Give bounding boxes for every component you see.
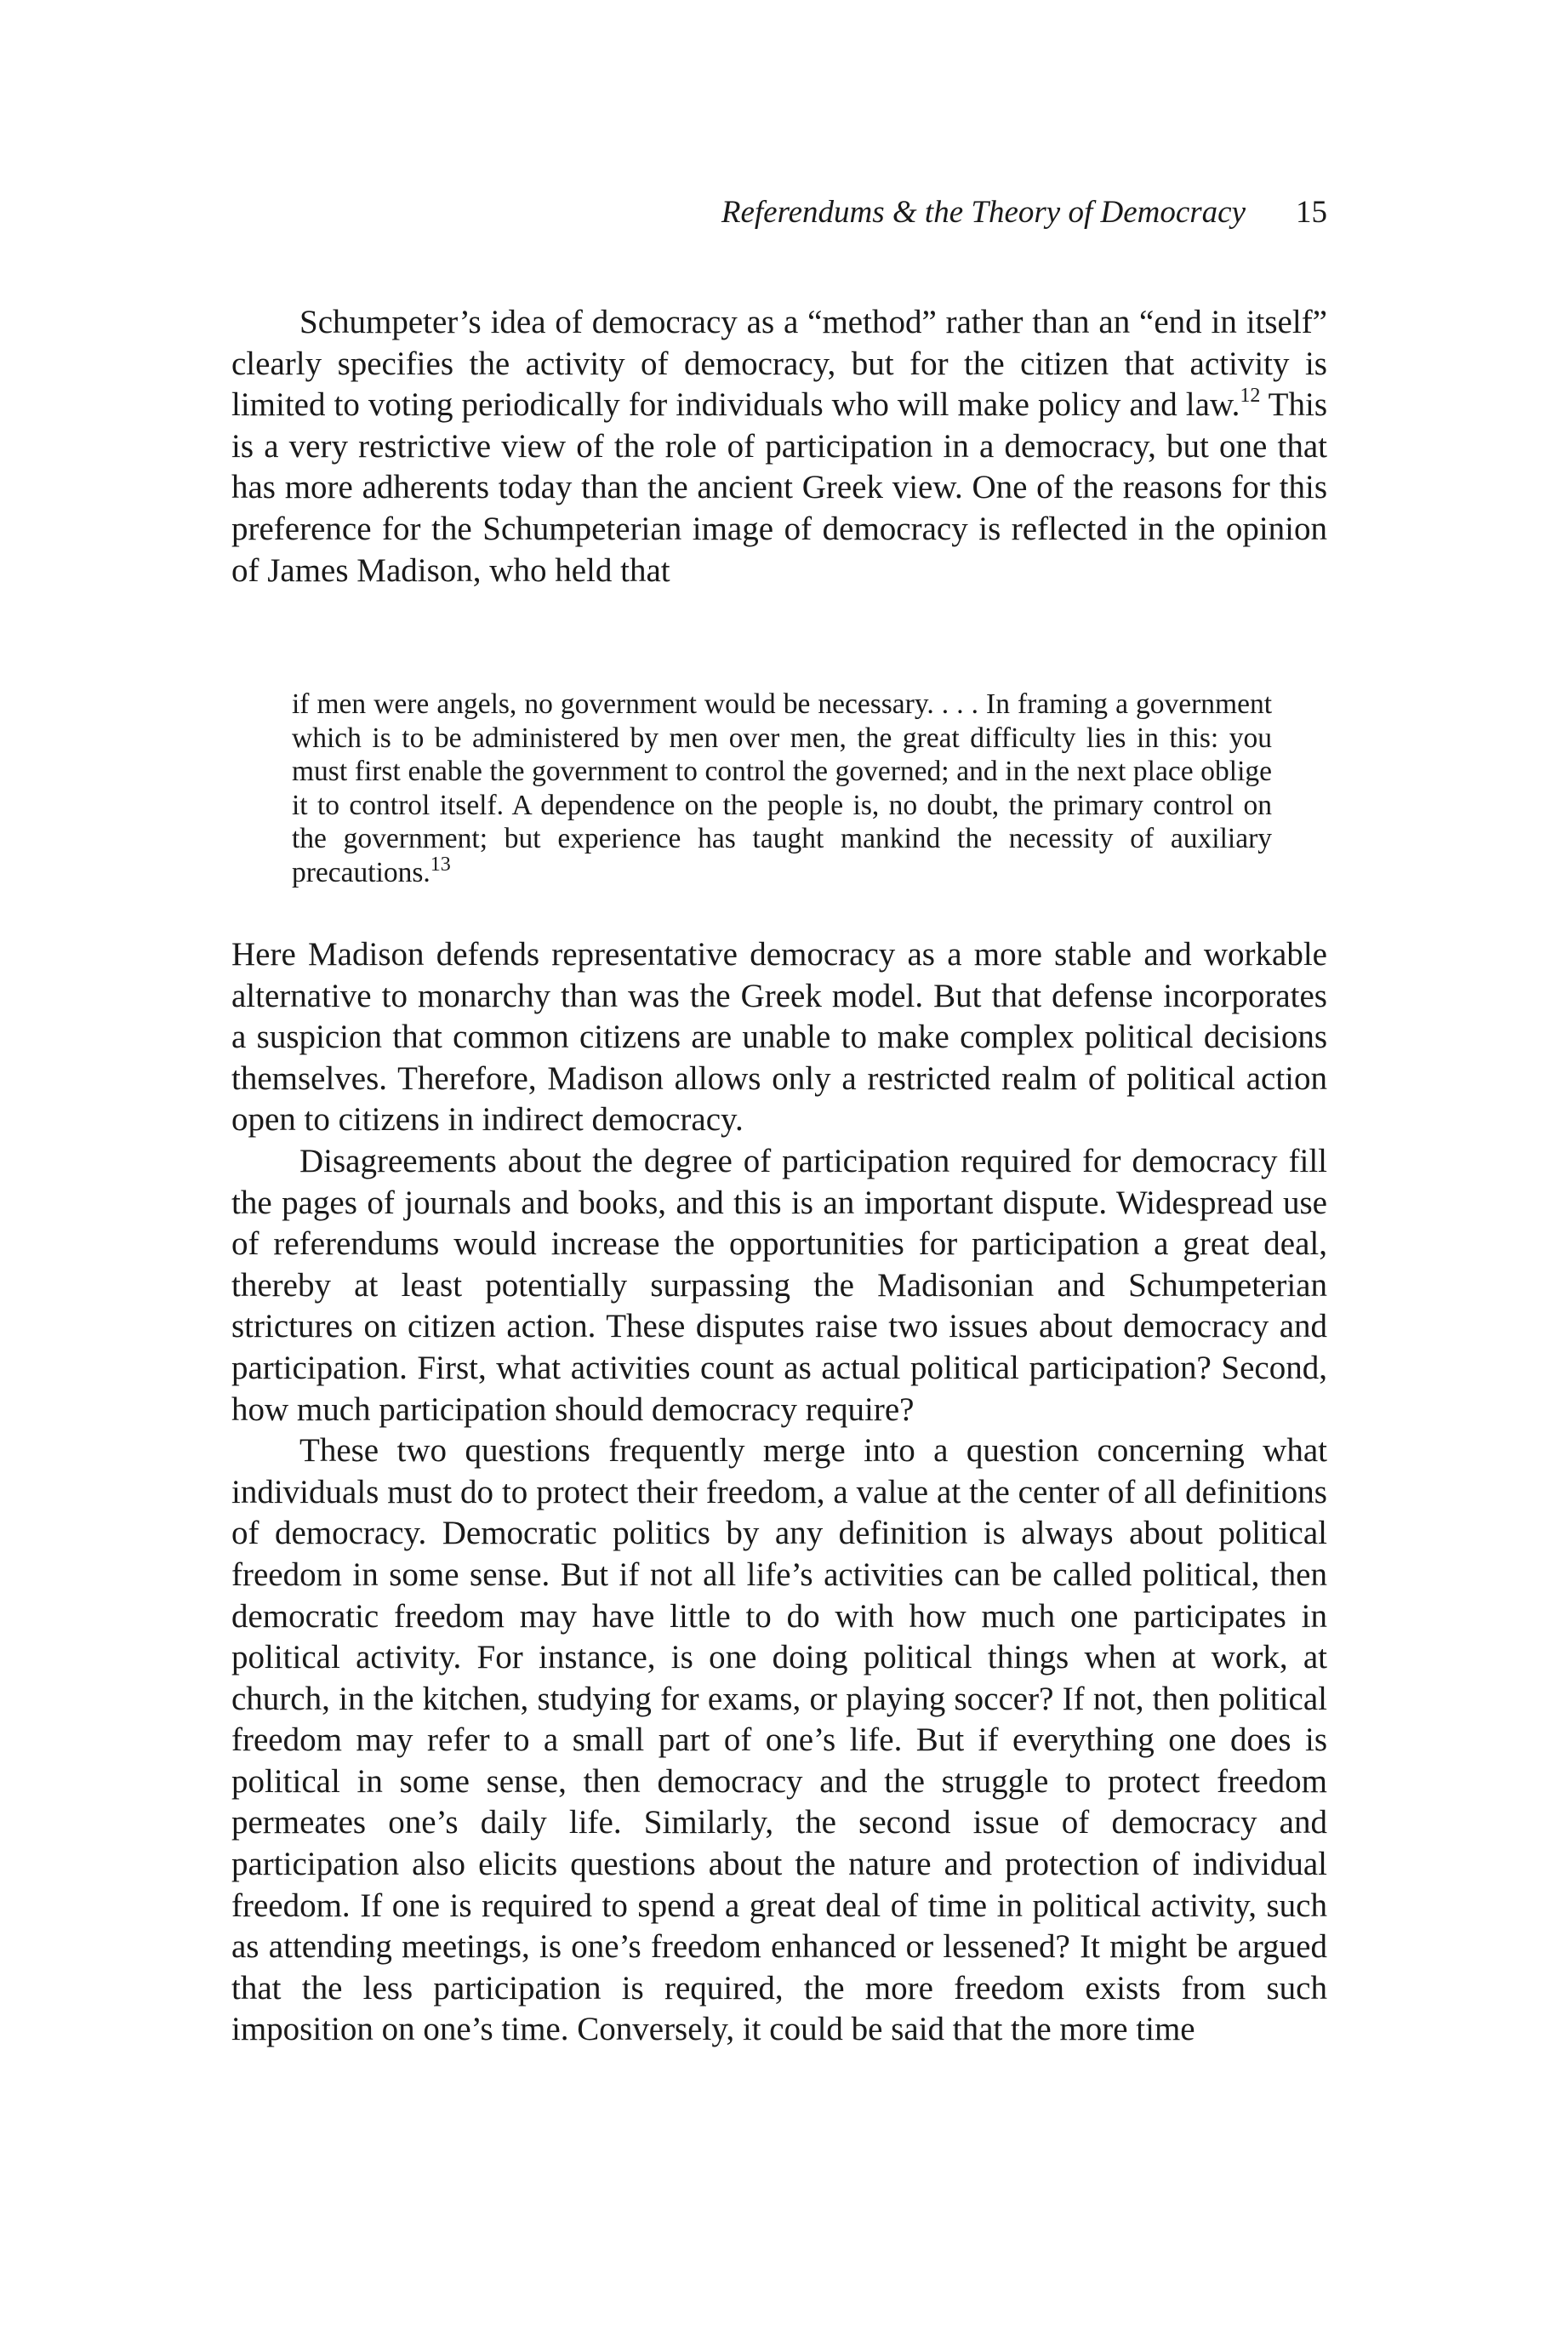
running-head-title: Referendums & the Theory of Democracy (721, 195, 1246, 230)
footnote-marker: 12 (1240, 385, 1261, 408)
footnote-marker: 13 (430, 853, 451, 876)
page-number: 15 (1296, 195, 1327, 230)
body-paragraph (231, 302, 1327, 591)
running-head (231, 191, 1327, 234)
paragraph-text: Schumpeter’s idea of democracy as a “method” rather than an “end in itself” clearly specifies the activity of democracy, but for the citizen that activity is limited to voting periodically for individuals who will make policy and law. (231, 304, 1327, 424)
body-paragraph: Disagreements about the degree of participation required for democracy fill the pages of journals and books, and this is an important dispute. Widespread use of referendums would increase the opportunities for participation a great deal, thereby at least potentially surpassing the Madisonian and Schumpeterian strictures on citizen action. These disputes raise two issues about democracy and participation. First, what activities count as actual political participation? Second, how much participation should democracy require? (231, 1142, 1327, 1428)
block-quote (292, 688, 1272, 889)
block-quote-text: if men were angels, no government would be necessary. . . . In framing a government which is to be administered by men over men, the great difficulty lies in this: you must first enable the government to control the governed; and in the next place oblige it to control itself. A dependence on the people is, no doubt, the primary control on the government; but experience has taught mankind the necessity of auxiliary precautions. (292, 688, 1272, 888)
paragraph-schumpeter (231, 302, 1327, 591)
paragraphs-continued (231, 934, 1327, 2051)
body-paragraph: Here Madison defends representative democracy as a more stable and workable alternative to monarchy than was the Greek model. But that defense incorporates a suspicion that common citizens are unable to make complex political decisions themselves. Therefore, Madison allows only a restricted realm of political action open to citizens in indirect democracy. (231, 936, 1327, 1139)
body-paragraph: These two questions frequently merge into a question concerning what individuals must do to protect their freedom, a value at the center of all definitions of democracy. Democratic politics by any definition is always about political freedom in some sense. But if not all life’s activities can be called political, then democratic freedom may have little to do with how much one participates in political activity. For instance, is one doing political things when at work, at church, in the kitchen, studying for exams, or playing soccer? If not, then political freedom may refer to a small part of one’s life. But if everything one does is political in some sense, then democracy and the struggle to protect freedom permeates one’s daily life. Similarly, the second issue of democracy and participation also elicits questions about the nature and protection of individual freedom. If one is required to spend a great deal of time in political activity, such as attending meetings, is one’s freedom enhanced or lessened? It might be argued that the less participation is required, the more freedom exists from such imposition on one’s time. Conversely, it could be said that the more time (231, 1432, 1327, 2048)
paragraph-text: This is a very restrictive view of the role of participation in a democracy, but one that has more adherents today than the ancient Greek view. One of the reasons for this preference for the Schumpeterian image of democracy is reflected in the opinion of James Madison, who held that (231, 386, 1327, 589)
